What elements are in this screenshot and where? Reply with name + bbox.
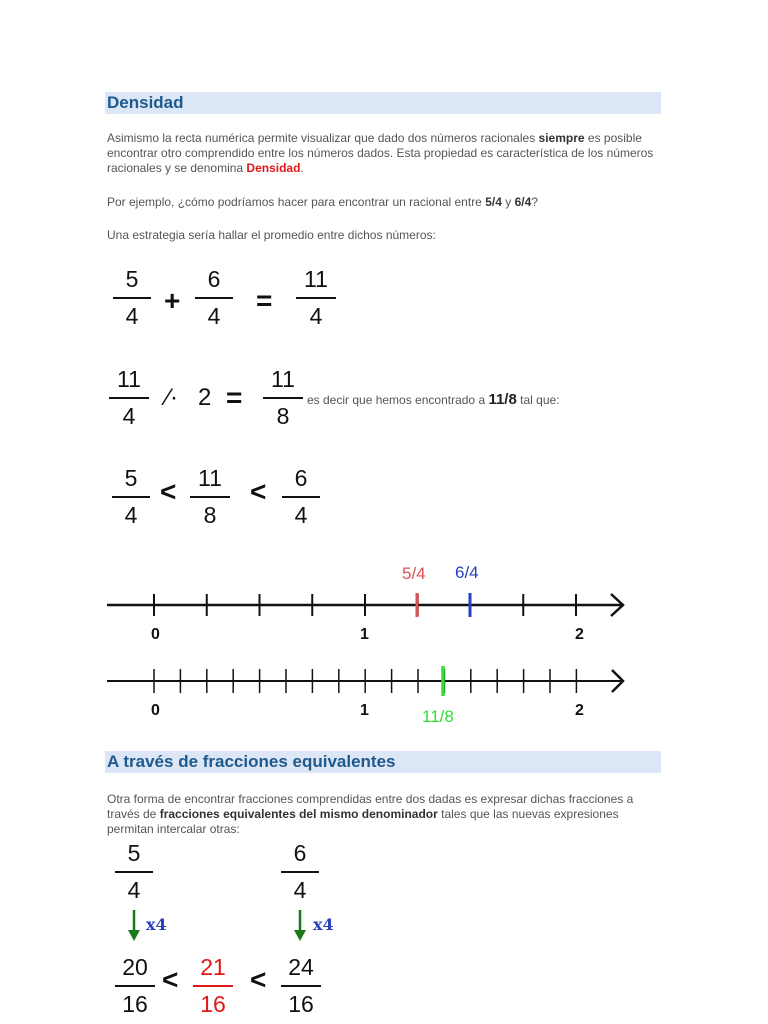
tick-label-0: 0 [151, 626, 160, 643]
tick-label-1: 1 [360, 702, 369, 719]
paragraph-intro: Asimismo la recta numérica permite visualizar que dado dos números racionales siempre es posible encontrar otro comprendido entre los números dados. Esta propiedad es característica de los números racionales y se denomina Densidad. [107, 131, 654, 175]
tick-label-1: 1 [360, 626, 369, 643]
less-than-operator: < [250, 476, 267, 507]
less-than-operator: < [160, 476, 177, 507]
paragraph-example: Por ejemplo, ¿cómo podríamos hacer para encontrar un racional entre 5/4 y 6/4? [107, 195, 538, 209]
fraction-5-4: 5 4 [113, 266, 151, 329]
fraction-24-16: 24 16 [281, 954, 321, 1017]
fraction-20-16: 20 16 [115, 954, 155, 1017]
plus-operator: + [164, 285, 181, 316]
fraction-21-16: 21 16 [193, 954, 233, 1017]
fraction-11-4: 11 4 [109, 366, 149, 429]
result-statement: es decir que hemos encontrado a 11/8 tal que: [307, 391, 560, 408]
less-than-operator: < [250, 964, 267, 995]
number-line-quarters [0, 555, 768, 650]
fraction-11-8: 11 8 [190, 465, 230, 528]
multiply-by-4-label: x4 [313, 915, 334, 934]
fraction-6-4: 6 4 [195, 266, 233, 329]
fraction-6-4: 6 4 [281, 840, 319, 903]
section-title-fracciones-equivalentes: A través de fracciones equivalentes [105, 751, 661, 773]
equals-operator: = [226, 382, 243, 413]
divisor-number: 2 [198, 384, 212, 411]
fraction-5-4: 5 4 [115, 840, 153, 903]
tick-label-2: 2 [575, 626, 584, 643]
down-arrow-icon [125, 910, 145, 942]
label-11-8: 11/8 [422, 707, 454, 726]
less-than-operator: < [162, 964, 179, 995]
tick-label-0: 0 [151, 702, 160, 719]
division-operator: ⁄· [166, 384, 178, 411]
section-title-densidad: Densidad [105, 92, 661, 114]
down-arrow-icon [291, 910, 311, 942]
label-5-4: 5/4 [402, 564, 426, 583]
fraction-6-4: 6 4 [282, 465, 320, 528]
label-6-4: 6/4 [455, 563, 479, 582]
fraction-5-4: 5 4 [112, 465, 150, 528]
fraction-11-8: 11 8 [263, 366, 303, 429]
paragraph-equivalent-fractions: Otra forma de encontrar fracciones comprendidas entre dos dadas es expresar dichas fracciones a través de fracciones equivalentes del mismo denominador tales que las nuevas expresiones permitan intercalar otras: [107, 792, 634, 836]
fraction-11-4: 11 4 [296, 266, 336, 329]
paragraph-strategy: Una estrategia sería hallar el promedio entre dichos números: [107, 228, 436, 242]
equals-operator: = [256, 285, 273, 316]
tick-label-2: 2 [575, 702, 584, 719]
multiply-by-4-label: x4 [146, 915, 167, 934]
number-line-eighths [0, 650, 768, 730]
